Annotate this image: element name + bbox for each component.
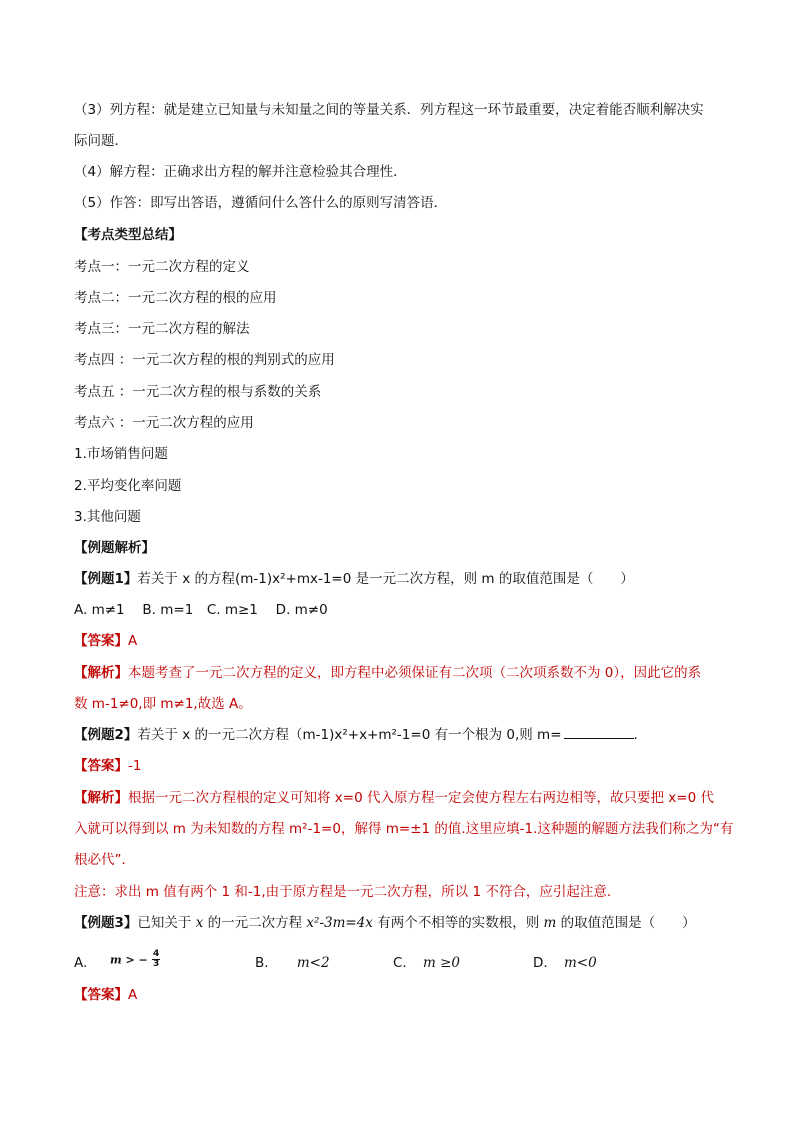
step5-line: （5）作答：即写出答语，遵循问什么答什么的原则写清答语． [74,195,448,211]
fraction-denominator: 3 [153,959,160,969]
step3-line2: 际问题． [74,133,128,149]
option-a [74,954,87,972]
example3-answer [74,986,137,1004]
summary-subitem: 3.其他问题 [74,509,141,525]
summary-item: 考点四 ：一元二次方程的根的判别式的应用 [74,352,335,368]
fraction-numerator: 4 [153,949,160,959]
option-c-expr: m ≥0 [423,955,461,971]
summary-item: 考点二：一元二次方程的根的应用 [74,290,277,306]
example2-question-text: 若关于 x 的一元二次方程（m-1)x²+x+m²-1=0 有一个根为 0,则 m= [137,727,562,743]
answer-value: A [128,633,138,649]
option-b [255,954,330,972]
example2-analysis-line3: 根必代”． [74,852,135,868]
example1-options: A. m≠1 B. m=1 C. m≥1 D. m≠0 [74,602,328,618]
answer-value: A [128,987,138,1003]
option-d-expr: m<0 [563,955,597,971]
option-label: B. [255,955,269,971]
variable-x: x [195,915,204,931]
example1-label: 【例题1】 [74,571,138,587]
answer-label: 【答案】 [74,987,128,1003]
equation: x²-3m=4x [306,915,373,931]
answer-label: 【答案】 [74,758,128,774]
option-d [533,954,597,972]
fraction [152,950,160,969]
summary-item: 考点六 ：一元二次方程的应用 [74,415,254,431]
example2-answer [74,757,141,775]
summary-item: 考点一：一元二次方程的定义 [74,259,250,275]
analysis-text: 根据一元二次方程根的定义可知将 x=0 代入原方程一定会使方程左右两边相等，故只要把 x=0 代 [128,790,714,806]
question-end: . [633,727,638,743]
example2-note: 注意：求出 m 值有两个 1 和-1,由于原方程是一元二次方程，所以 1 不符合，应引起注意. [74,884,612,900]
example1-answer [74,632,137,650]
option-c [393,954,460,972]
analysis-label: 【解析】 [74,665,128,681]
option-a-expression [110,950,160,970]
option-label: C. [393,955,407,971]
example3-label: 【例题3】 [74,915,138,931]
question-text: 已知关于 [137,915,196,931]
analysis-label: 【解析】 [74,790,128,806]
question-text: 有两个不相等的实数根，则 [372,915,544,931]
summary-subitem: 1.市场销售问题 [74,446,168,462]
summary-item: 考点五 ：一元二次方程的根与系数的关系 [74,384,322,400]
examples-heading: 【例题解析】 [74,540,155,556]
answer-blank [564,726,634,739]
question-text: 的一元二次方程 [203,915,307,931]
answer-value: -1 [128,758,142,774]
step4-line: （4）解方程：正确求出方程的解并注意检验其合理性． [74,164,407,180]
example1-question-text: 若关于 x 的方程(m-1)x²+mx-1=0 是一元二次方程，则 m 的取值范围是（ ） [137,571,634,587]
summary-subitem: 2.平均变化率问题 [74,478,182,494]
example3-question [74,914,696,932]
option-b-expr: m<2 [296,955,330,971]
option-label: D. [533,955,548,971]
example2-question [74,726,638,744]
example1-question [74,570,634,588]
example1-analysis-line2: 数 m-1≠0,即 m≠1,故选 A。 [74,696,252,712]
example2-analysis-line2: 入就可以得到以 m 为未知数的方程 m²-1=0，解得 m=±1 的值.这里应填-1.这种题的解题方法我们称之为“有 [74,821,734,837]
option-a-expr: m > − [110,953,148,967]
answer-label: 【答案】 [74,633,128,649]
summary-heading: 【考点类型总结】 [74,227,182,243]
example2-analysis-line1 [74,789,714,807]
analysis-text: 本题考查了一元二次方程的定义，即方程中必须保证有二次项（二次项系数不为 0），因此它的系 [128,665,702,681]
step3-line1: （3）列方程：就是建立已知量与未知量之间的等量关系．列方程这一环节最重要，决定着能否顺利解决实 [74,102,704,118]
example2-label: 【例题2】 [74,727,138,743]
example1-analysis-line1 [74,664,701,682]
question-text: 的取值范围是（ ） [556,915,696,931]
option-label: A. [74,955,88,971]
summary-item: 考点三：一元二次方程的解法 [74,321,250,337]
variable-m: m [543,915,557,931]
